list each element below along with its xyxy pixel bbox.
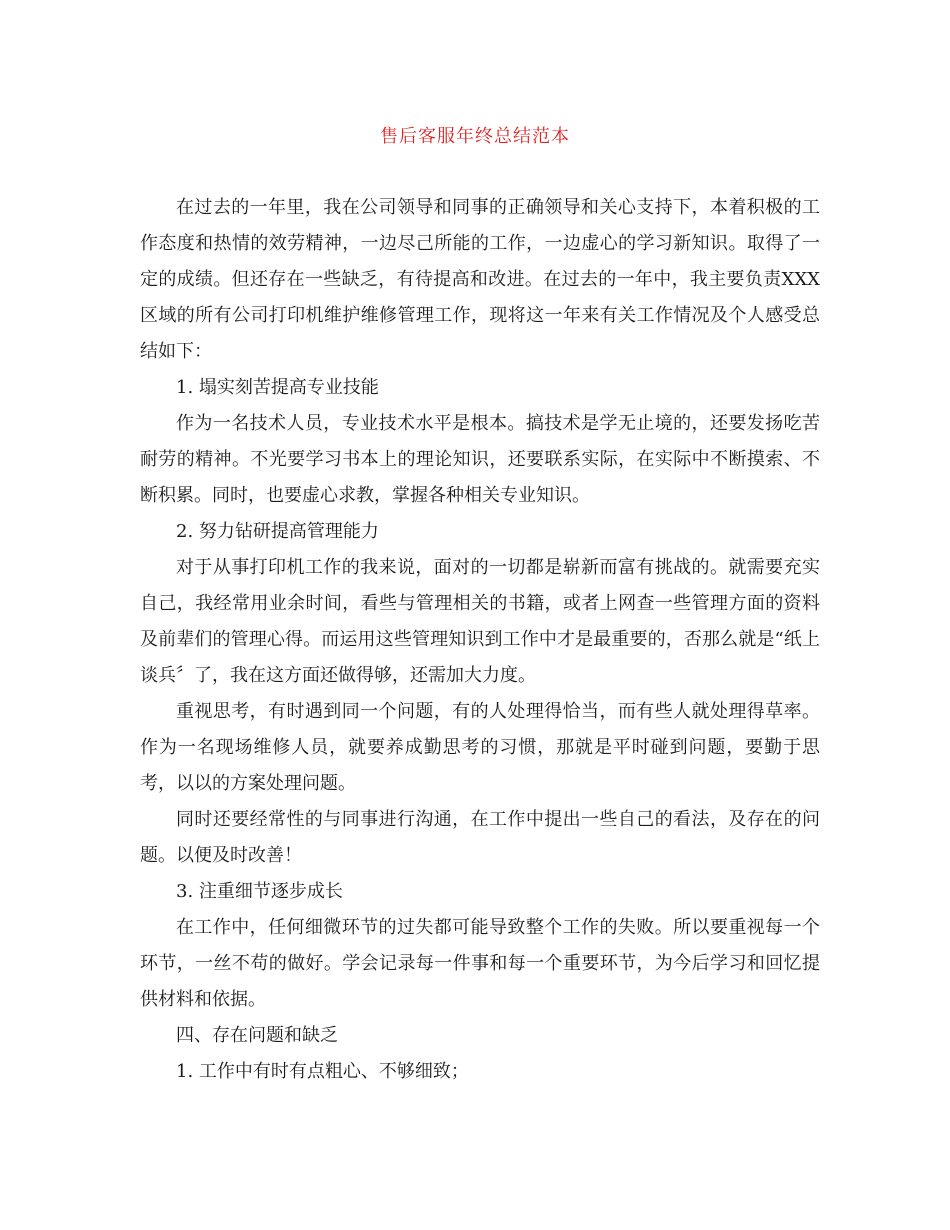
section-3-paragraph: 在工作中，任何细微环节的过失都可能导致整个工作的失败。所以要重视每一个环节，一丝不苟的做好。学会记录每一件事和每一个重要环节，为今后学习和回忆提供材料和依据。 (140, 917, 820, 1010)
section-heading-4: 四、存在问题和缺乏 (176, 1025, 338, 1046)
section-heading-2: 2. 努力钻研提高管理能力 (176, 521, 379, 542)
section-2-paragraph-2: 重视思考，有时遇到同一个问题，有的人处理得恰当，而有些人就处理得草率。作为一名现场维修人员，就要养成勤思考的习惯，那就是平时碰到问题，要勤于思考，以以的方案处理问题。 (140, 701, 820, 794)
problem-item-1: 1. 工作中有时有点粗心、不够细致； (176, 1061, 469, 1082)
section-heading-3: 3. 注重细节逐步成长 (176, 881, 343, 902)
section-2-paragraph-1: 对于从事打印机工作的我来说，面对的一切都是崭新而富有挑战的。就需要充实自己，我经常用业余时间，看些与管理相关的书籍，或者上网查一些管理方面的资料及前辈们的管理心得。而运用这些管理知识到工作中才是最重要的，否那么就是“纸上谈兵〞了，我在这方面还做得够，还需加大力度。 (140, 557, 820, 686)
document-title: 售后客服年终总结范本 (380, 126, 570, 147)
section-1-paragraph: 作为一名技术人员，专业技术水平是根本。搞技术是学无止境的，还要发扬吃苦耐劳的精神。不光要学习书本上的理论知识，还要联系实际，在实际中不断摸索、不断积累。同时，也要虚心求教，掌握各种相关专业知识。 (140, 413, 820, 506)
section-2-paragraph-3: 同时还要经常性的与同事进行沟通，在工作中提出一些自己的看法，及存在的问题。以便及时改善！ (140, 809, 820, 866)
document-body (140, 190, 820, 1090)
intro-paragraph: 在过去的一年里，我在公司领导和同事的正确领导和关心支持下，本着积极的工作态度和热情的效劳精神，一边尽己所能的工作，一边虚心的学习新知识。取得了一定的成绩。但还存在一些缺乏，有待提高和改进。在过去的一年中，我主要负责XXX区域的所有公司打印机维护维修管理工作，现将这一年来有关工作情况及个人感受总结如下： (140, 197, 820, 362)
section-heading-1: 1. 塌实刻苦提高专业技能 (176, 377, 379, 398)
